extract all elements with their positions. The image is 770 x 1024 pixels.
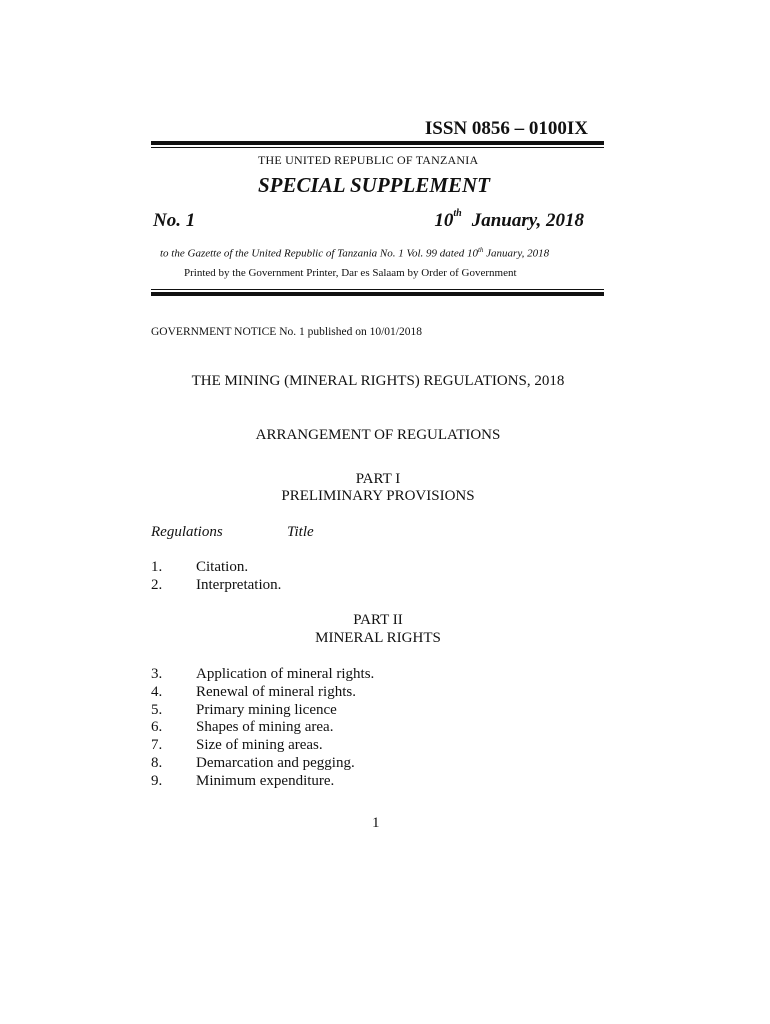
regulation-number: 7.	[151, 737, 163, 754]
regulation-item	[151, 702, 374, 720]
regulation-number: 5.	[151, 701, 163, 718]
date-month-year: January, 2018	[471, 210, 584, 231]
regulation-item	[151, 755, 374, 773]
regulation-title: Shapes of mining area.	[196, 719, 334, 736]
gazette-reference-end: January, 2018	[483, 247, 550, 260]
regulation-title: Minimum expenditure.	[196, 772, 335, 789]
republic-name: THE UNITED REPUBLIC OF TANZANIA	[258, 153, 479, 167]
regulation-title: Renewal of mineral rights.	[196, 683, 356, 700]
arrangement-heading: ARRANGEMENT OF REGULATIONS	[255, 427, 501, 443]
supplement-date	[434, 210, 584, 232]
regulation-number: 1.	[151, 559, 163, 575]
regulation-item	[151, 737, 374, 755]
supplement-number: No. 1	[153, 210, 196, 231]
supplement-title: SPECIAL SUPPLEMENT	[258, 173, 491, 197]
gazette-reference-start: to the Gazette of the United Republic of Tanzania No. 1 Vol. 99 dated 10	[160, 247, 478, 260]
header-top-rule	[151, 141, 604, 148]
part-2-heading: MINERAL RIGHTS	[315, 630, 441, 646]
regulation-title: Interpretation.	[196, 576, 282, 593]
issn-number: ISSN 0856 – 0100IX	[424, 118, 588, 139]
gazette-reference	[160, 246, 549, 260]
regulation-title: Primary mining licence	[196, 701, 337, 718]
regulation-item	[151, 666, 374, 684]
regulation-number: 3.	[151, 666, 163, 682]
regulation-number: 6.	[151, 719, 163, 736]
part-1-regulation-list	[151, 559, 281, 595]
page-number: 1	[372, 815, 380, 831]
regulation-title: Size of mining areas.	[196, 737, 323, 754]
date-day: 10	[434, 210, 454, 231]
header-bottom-rule	[151, 289, 604, 296]
regulation-title: Demarcation and pegging.	[196, 754, 355, 771]
regulation-item	[151, 773, 374, 791]
regulation-item	[151, 719, 374, 737]
regulation-number: 9.	[151, 772, 163, 789]
part-1-label: PART I	[355, 471, 401, 487]
regulation-item	[151, 684, 374, 702]
part-2-regulation-list	[151, 666, 374, 791]
column-header-regulations: Regulations	[151, 524, 223, 540]
regulations-title: THE MINING (MINERAL RIGHTS) REGULATIONS, 2018	[191, 373, 565, 389]
printer-line: Printed by the Government Printer, Dar es Salaam by Order of Government	[184, 267, 517, 279]
column-header-title: Title	[287, 524, 314, 540]
regulation-title: Citation.	[196, 559, 249, 575]
date-suffix: th	[453, 208, 462, 219]
regulation-item	[151, 577, 281, 595]
government-notice: GOVERNMENT NOTICE No. 1 published on 10/01/2018	[151, 326, 422, 338]
regulation-number: 2.	[151, 576, 163, 593]
regulation-item	[151, 559, 281, 577]
regulation-number: 4.	[151, 683, 163, 700]
regulation-title: Application of mineral rights.	[196, 666, 375, 682]
regulation-number: 8.	[151, 754, 163, 771]
part-2-label: PART II	[353, 612, 403, 628]
part-1-heading: PRELIMINARY PROVISIONS	[281, 488, 475, 504]
gazette-reference-sup: th	[477, 246, 484, 254]
